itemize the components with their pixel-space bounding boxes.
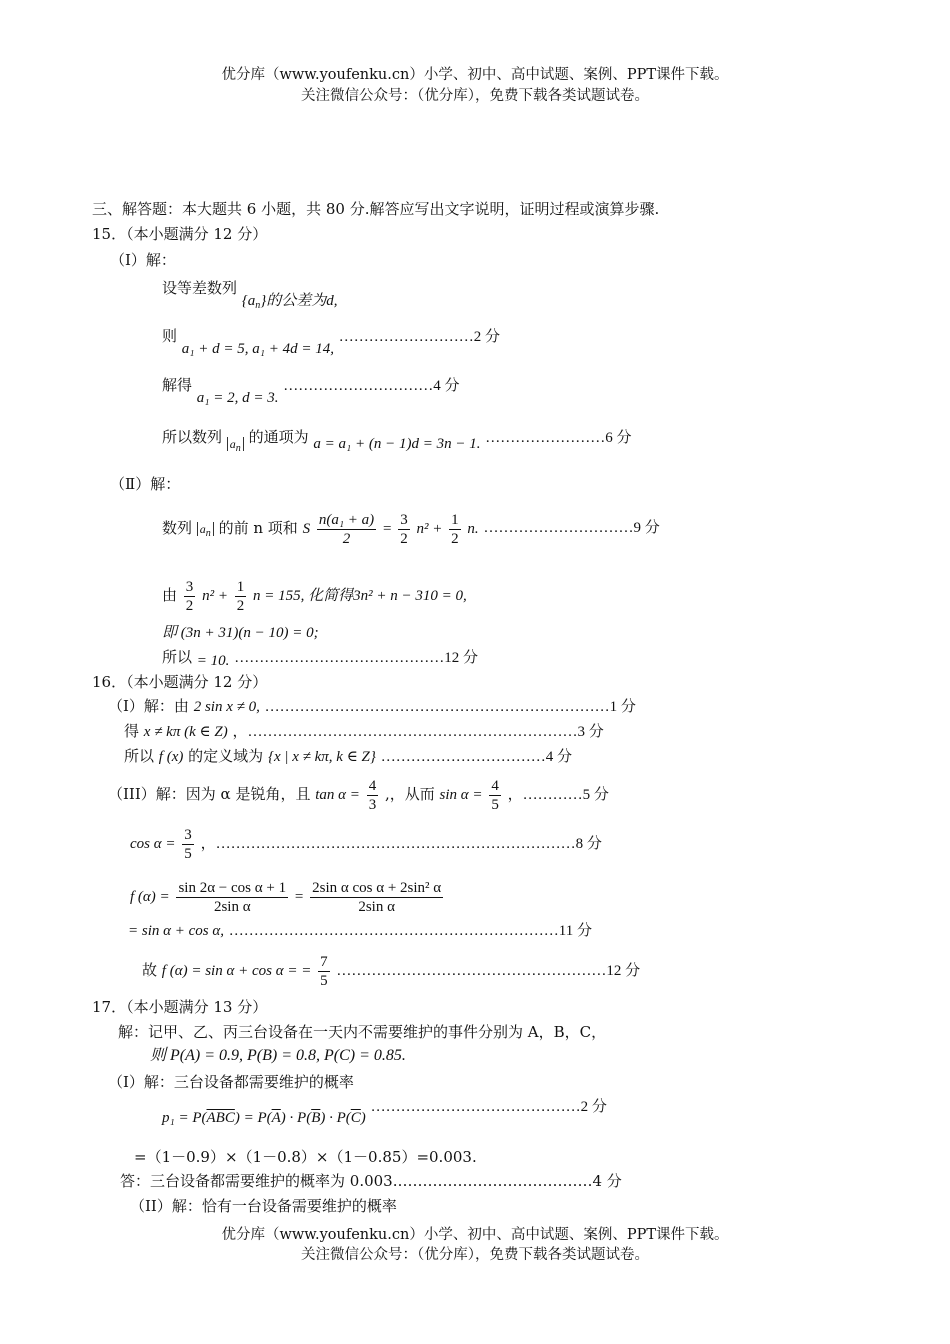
q16-line-1-math: 2 sin x ≠ 0, xyxy=(193,699,260,715)
q16-line-2-prefix: 得 xyxy=(124,722,140,740)
q16-line-3-math-2: {x | x ≠ kπ, k ∈ Z} xyxy=(267,749,376,765)
q16-line-8-frac xyxy=(318,953,330,990)
page-footer-line-1: 优分库（www.youfenku.cn）小学、初中、高中试题、案例、PPT课件下载。 xyxy=(221,1227,729,1243)
q15-line-5-frac-3 xyxy=(449,511,461,548)
q16-line-4-frac-1-num: 4 xyxy=(368,777,377,794)
q16-line-4-frac-2 xyxy=(489,777,501,814)
q16-line-1 xyxy=(108,696,636,717)
q15-line-5-frac-3-den: 2 xyxy=(451,530,459,547)
q15-line-5-frac-3-num: 1 xyxy=(451,511,459,528)
q16-line-6-frac-1-num: sin 2α − cos α + 1 xyxy=(178,879,287,896)
q15-line-5-n2: n² + xyxy=(416,521,443,537)
q15-line-1 xyxy=(162,278,338,311)
page-footer-line-2: 关注微信公众号：（优分库），免费下载各类试题试卷。 xyxy=(301,1247,649,1263)
q15-line-2-math: a₁ + d = 5, a₁ + 4d = 14, xyxy=(181,341,334,357)
q15-line-4-math: a = a₁ + (n − 1)d = 3n − 1. xyxy=(313,436,481,452)
q16-line-5 xyxy=(130,823,602,864)
q16-line-7-score: …………………………………………………………11 分 xyxy=(228,923,592,939)
q16-line-6-eq: = xyxy=(294,889,304,905)
q17-line-1: 解：记甲、乙、丙三台设备在一天内不需要维护的事件分别为 A，B，C， xyxy=(118,1023,607,1041)
q16-line-4-frac-1-den: 3 xyxy=(368,796,377,813)
q15-line-5-frac-1-num: n(a₁ + a) xyxy=(318,511,375,528)
q16-line-8-score: ………………………………………………12 分 xyxy=(336,963,641,979)
q17-line-4-score: ……………………………………2 分 xyxy=(370,1099,607,1115)
q15-line-1-math xyxy=(242,293,338,309)
q17-line-7: （II）解：恰有一台设备需要维护的概率 xyxy=(130,1197,397,1215)
q16-heading: 16．（本小题满分 12 分） xyxy=(92,673,268,691)
q16-line-1-prefix: （I）解：由 xyxy=(108,697,189,715)
q15-line-4-seq: an xyxy=(227,437,244,451)
page-header-line-2: 关注微信公众号：（优分库），免费下载各类试题试卷。 xyxy=(301,88,649,104)
q15-line-6 xyxy=(162,575,467,616)
q16-line-4-math-1: tan α = xyxy=(315,787,360,803)
q16-line-5-frac xyxy=(182,826,194,863)
q15-line-6-tail: n = 155, 化简得3n² + n − 310 = 0, xyxy=(253,588,467,604)
q15-line-7-math: 即 (3n + 31)(n − 10) = 0; xyxy=(162,625,319,641)
q15-line-6-mid: n² + xyxy=(202,588,228,604)
q16-line-6 xyxy=(130,876,445,917)
q16-line-3-prefix: 所以 xyxy=(124,747,155,765)
q17-line-4-p: p₁ = P( xyxy=(162,1110,207,1126)
q16-line-8 xyxy=(142,950,640,991)
q15-line-4-mid: 的通项为 xyxy=(248,428,309,446)
q17-line-4-a: $\overline{A}$ xyxy=(271,1110,281,1126)
q16-line-3 xyxy=(124,746,572,767)
q17-heading: 17．（本小题满分 13 分） xyxy=(92,998,268,1016)
q16-line-7 xyxy=(128,920,592,941)
q15-line-1-tail: }的公差为d, xyxy=(260,293,338,309)
q16-line-2-score: ，…………………………………………………………3 分 xyxy=(232,724,604,740)
q15-line-8-score: ……………………………………12 分 xyxy=(234,650,478,666)
q16-line-2 xyxy=(124,721,604,742)
q16-line-5-frac-num: 3 xyxy=(184,826,192,843)
q16-line-8-math: f (α) = sin α + cos α = = xyxy=(161,963,312,979)
q15-line-4-score: ……………………6 分 xyxy=(485,430,632,446)
q17-line-4-abc: $\overline{ABC}$ xyxy=(206,1110,235,1126)
q15-line-6-frac-1: $\frac{3}{2}$ xyxy=(185,578,194,614)
q16-line-6-frac-2-num: 2sin α cos α + 2sin² α xyxy=(312,879,442,896)
q15-line-5-seq: $a_n$ xyxy=(197,522,214,536)
q15-line-8-math: = 10. xyxy=(196,653,230,669)
q16-line-4 xyxy=(108,774,609,815)
q16-line-3-mid: 的定义域为 xyxy=(188,747,264,765)
q16-line-3-score: ……………………………4 分 xyxy=(380,749,572,765)
q16-line-8-prefix: 故 xyxy=(142,961,158,979)
q15-line-8 xyxy=(162,647,478,668)
q16-line-4-math-2: sin α = xyxy=(439,787,483,803)
q16-line-4-frac-2-num: 4 xyxy=(491,777,499,794)
q15-line-3-math: a₁ = 2, d = 3. xyxy=(196,390,279,406)
section-title: 三、解答题：本大题共 6 小题，共 80 分.解答应写出文字说明，证明过程或演算步骤. xyxy=(92,200,660,218)
q15-line-6-prefix: 由 xyxy=(162,586,178,604)
q16-line-2-math: x ≠ kπ (k ∈ Z) xyxy=(143,724,228,740)
q16-line-6-frac-1 xyxy=(176,879,288,916)
q15-line-5-frac-1-den: 2 xyxy=(342,530,351,547)
q15-line-2-score: ………………………2 分 xyxy=(338,329,501,345)
q15-line-6-frac-2: $\frac{1}{2}$ xyxy=(236,578,245,614)
q15-line-5-S: S xyxy=(302,521,311,537)
q15-line-2-prefix: 则 xyxy=(162,327,178,345)
q15-line-5-frac-2-num: 3 xyxy=(400,511,408,528)
q16-line-6-frac-2 xyxy=(310,879,443,916)
q15-line-4 xyxy=(162,427,632,453)
q17-line-3: （I）解：三台设备都需要维护的概率 xyxy=(108,1073,354,1091)
q15-line-4-prefix: 所以数列 xyxy=(162,428,223,446)
q16-line-6-frac-1-den: 2sin α xyxy=(213,898,251,915)
q16-line-5-frac-den: 5 xyxy=(184,845,192,862)
q15-heading: 15．（本小题满分 12 分） xyxy=(92,225,268,243)
q15-line-5: 数列 $a_n$ 的前 n 项和 S $\frac{\text{n(a₁ + a)}}{2}$ = $\frac{3}{2}$ n² + $\frac{1}{2}$ n. …………………………9 分 xyxy=(162,511,660,547)
q15-line-5-prefix: 数列 xyxy=(162,519,193,537)
q17-line-4-mid: ) = P( xyxy=(234,1110,272,1126)
q15-line-3 xyxy=(162,375,460,406)
q15-line-5-frac-1 xyxy=(317,511,376,548)
q16-line-6-lhs: f (α) = xyxy=(130,889,170,905)
q16-line-8-frac-num: 7 xyxy=(320,953,328,970)
q15-line-7 xyxy=(162,622,319,643)
q16-line-4-mid: ,，从而 xyxy=(384,785,435,803)
q17-line-6: 答：三台设备都需要维护的概率为 0.003.…………………………………4 分 xyxy=(120,1172,622,1190)
q16-line-5-math: cos α = xyxy=(130,836,176,852)
page-header-line-1: 优分库（www.youfenku.cn）小学、初中、高中试题、案例、PPT课件下载。 xyxy=(221,67,729,83)
q16-line-3-math-1: f (x) xyxy=(158,749,184,765)
q15-part2-label: （Ⅱ）解： xyxy=(110,475,181,493)
q17-line-5: =（1－0.9）×（1－0.8）×（1－0.85）=0.003. xyxy=(134,1148,477,1166)
q15-line-1-sub: n xyxy=(255,300,261,311)
q16-line-7-math: = sin α + cos α, xyxy=(128,923,224,939)
q15-line-8-prefix: 所以 xyxy=(162,648,193,666)
q15-line-5-frac-2-den: 2 xyxy=(400,530,408,547)
q16-line-4-frac-2-den: 5 xyxy=(491,796,499,813)
q15-line-3-prefix: 解得 xyxy=(162,376,193,394)
q15-line-1-set: {a xyxy=(241,293,256,309)
q16-line-4-score: ，…………5 分 xyxy=(507,787,609,803)
q17-line-4: $p_1 = P(\overline{ABC}) = P(\overline{A}) \cdot P(\overline{B}) \cdot P(\overline{C})$ ……………………………………2 分 xyxy=(162,1099,607,1126)
q16-line-5-score: ，………………………………………………………………8 分 xyxy=(200,836,602,852)
q15-line-1-text: 设等差数列 xyxy=(162,279,238,297)
q15-line-5-score: …………………………9 分 xyxy=(483,520,660,536)
q16-line-6-frac-2-den: 2sin α xyxy=(358,898,395,915)
q17-line-4-b: $\overline{B}$ xyxy=(311,1110,321,1126)
q15-line-3-score: …………………………4 分 xyxy=(283,378,460,394)
q15-part1-label: （Ⅰ）解： xyxy=(110,251,176,269)
q16-line-4-prefix: （III）解：因为 α 是锐角，且 xyxy=(108,785,311,803)
q15-line-2 xyxy=(162,326,501,357)
q15-line-5-frac-2 xyxy=(398,511,410,548)
q16-line-1-score: ……………………………………………………………1 分 xyxy=(264,699,636,715)
q15-line-5-end: n. xyxy=(467,521,479,537)
q16-line-8-frac-den: 5 xyxy=(320,972,328,989)
q17-line-2: 则 P(A) = 0.9, P(B) = 0.8, P(C) = 0.85. xyxy=(150,1047,406,1064)
q16-line-4-frac-1 xyxy=(367,777,379,814)
q17-line-4-c: $\overline{C}$ xyxy=(350,1110,361,1126)
q15-line-5-mid: 的前 n 项和 xyxy=(218,519,298,537)
